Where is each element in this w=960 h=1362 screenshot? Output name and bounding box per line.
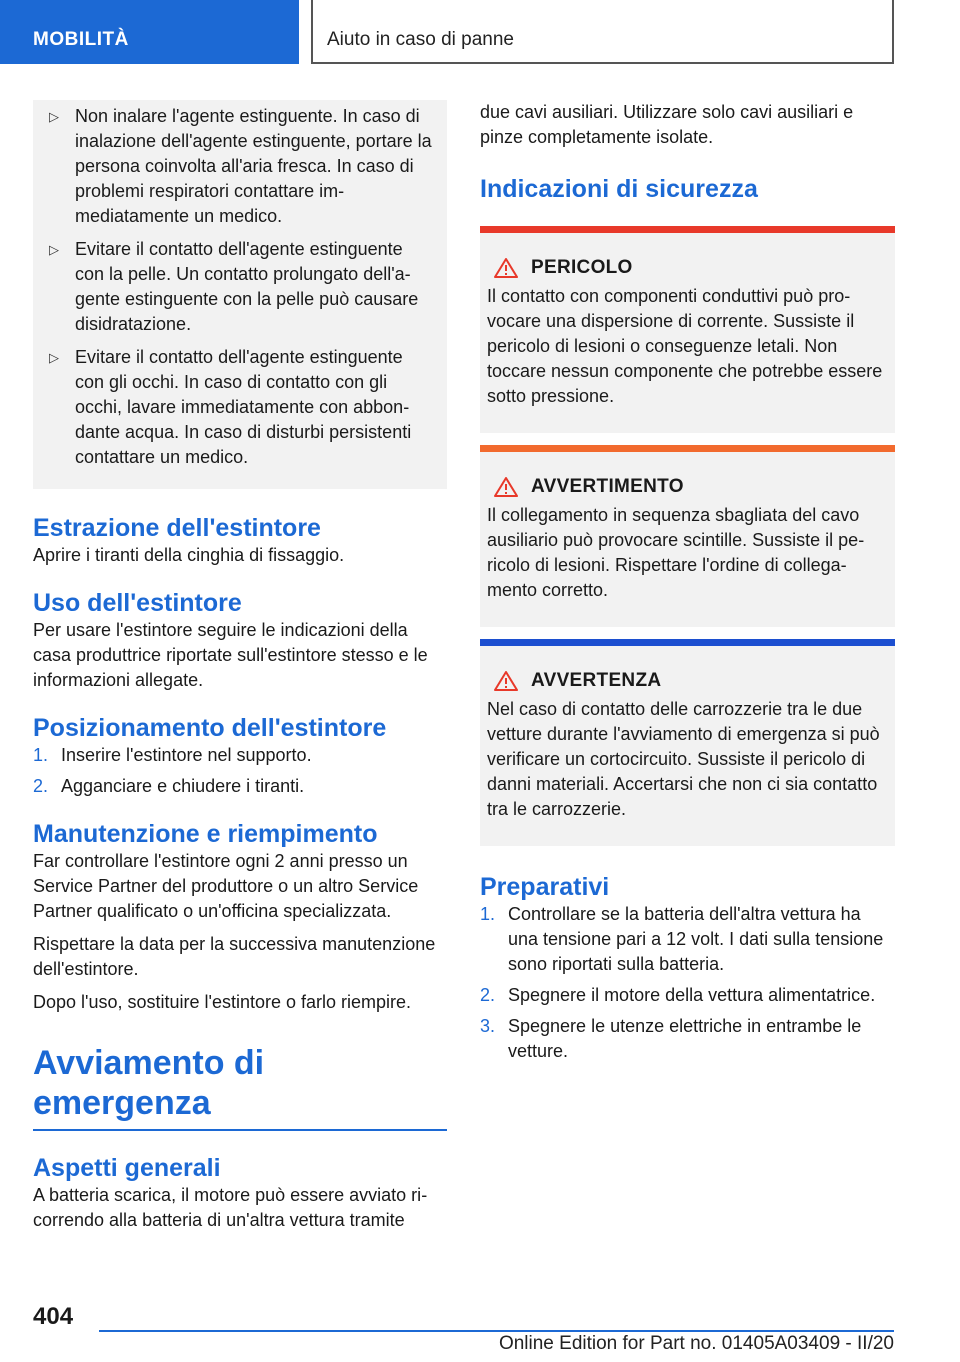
warning-color-bar	[480, 639, 895, 646]
heading-rule	[33, 1129, 447, 1131]
list-item: 1. Inserire l'estintore nel supporto.	[33, 745, 312, 765]
warning-text: Il collegamento in sequenza sbagliata del cavo ausiliario può provocare scintille. Sussiste il pericolo di lesioni. Rispettare l'ordine di collegamento corretto.	[487, 505, 865, 600]
list-item: ▷ Evitare il contatto dell'agente estinguente con gli occhi. In caso di contatto con gli occhi, lavare immediatamente con abbondante acqua. In caso di disturbi persistenti contattare un medico.	[49, 347, 412, 467]
text-estrazione: Aprire i tiranti della cinghia di fissaggio.	[33, 545, 345, 565]
text-manutenzione-2: Rispettare la data per la successiva manutenzione dell'estintore.	[33, 934, 436, 979]
triangle-bullet-icon: ▷	[49, 350, 59, 365]
triangle-bullet-icon: ▷	[49, 109, 59, 124]
list-item: ▷ Non inalare l'agente estinguente. In caso di inalazione dell'agente estinguente, portare la persona coinvolta all'aria fresca. In caso di problemi respiratori contattare immediatamente un medico.	[49, 106, 432, 226]
list-item: 3. Spegnere le utenze elettriche in entrambe le vetture.	[480, 1016, 862, 1061]
warning-text: Nel caso di contatto delle carrozzerie tra le due vetture durante l'avviamento di emergenza si può verificare un cortocircuito. Sussiste il pericolo di danni materiali. Accertarsi che non ci sia contatto tra le carrozzerie.	[487, 699, 880, 819]
warning-label: PERICOLO	[531, 257, 633, 278]
heading-avviamento: Avviamento di emergenza	[33, 1044, 265, 1122]
heading-sicurezza: Indicazioni di sicurezza	[480, 175, 758, 203]
triangle-bullet-icon: ▷	[49, 242, 59, 257]
heading-estrazione: Estrazione dell'estintore	[33, 514, 321, 542]
list-item: 1. Controllare se la batteria dell'altra vettura ha una tensione pari a 12 volt. I dati sulla tensione sono riportati sulla batteria.	[480, 904, 884, 974]
left-column	[33, 100, 447, 1241]
steps-preparativi	[480, 902, 895, 1064]
warning-box-avvertenza	[480, 639, 895, 846]
footer-rule	[99, 1330, 894, 1332]
header-section-label: MOBILITÀ	[33, 29, 129, 50]
header-chapter-tab	[311, 0, 894, 64]
footer-edition: Online Edition for Part no. 01405A03409 - II/20	[498, 1333, 894, 1354]
warning-color-bar	[480, 226, 895, 233]
text-uso: Per usare l'estintore seguire le indicazioni della casa produttrice riportate sull'estintore stesso e le informazioni allegate.	[33, 620, 428, 690]
heading-manutenzione: Manutenzione e riempimento	[33, 820, 378, 848]
page-number: 404	[33, 1303, 74, 1330]
right-column	[480, 100, 895, 1070]
steps-posizionamento	[33, 743, 447, 799]
heading-uso: Uso dell'estintore	[33, 589, 242, 617]
heading-posizionamento: Posizionamento dell'estintore	[33, 714, 387, 742]
heading-aspetti: Aspetti generali	[33, 1154, 221, 1182]
warning-triangle-icon	[493, 670, 519, 692]
list-item: 2. Spegnere il motore della vettura alimentatrice.	[480, 985, 876, 1005]
warning-label: AVVERTENZA	[531, 670, 662, 691]
heading-preparativi: Preparativi	[480, 873, 610, 901]
list-item: 2. Agganciare e chiudere i tiranti.	[33, 776, 305, 796]
header-chapter-label: Aiuto in caso di panne	[327, 29, 514, 50]
safety-bullets-box	[33, 100, 447, 489]
warning-text: Il contatto con componenti conduttivi può provocare una dispersione di corrente. Sussiste il pericolo di lesioni o conseguenze letali. Non toccare nessun componente che potrebbe essere sotto pressione.	[487, 286, 883, 406]
warning-color-bar	[480, 445, 895, 452]
text-aspetti: A batteria scarica, il motore può essere avviato ricorrendo alla batteria di un'altra vettura tramite	[33, 1185, 428, 1230]
text-intro: due cavi ausiliari. Utilizzare solo cavi ausiliari e pinze completamente isolate.	[480, 102, 854, 147]
text-manutenzione-1: Far controllare l'estintore ogni 2 anni presso un Service Partner del produttore o un altro Service Partner qualificato o un'officina specializzata.	[33, 851, 419, 921]
warning-triangle-icon	[493, 257, 519, 279]
warning-box-pericolo	[480, 226, 895, 433]
text-manutenzione-3: Dopo l'uso, sostituire l'estintore o farlo riempire.	[33, 992, 412, 1012]
warning-box-avvertimento	[480, 445, 895, 627]
warning-triangle-icon	[493, 476, 519, 498]
header-section-tab	[0, 0, 299, 64]
warning-label: AVVERTIMENTO	[531, 476, 684, 497]
list-item: ▷ Evitare il contatto dell'agente estinguente con la pelle. Un contatto prolungato dell'agente estinguente con la pelle può causare disidratazione.	[49, 239, 419, 334]
